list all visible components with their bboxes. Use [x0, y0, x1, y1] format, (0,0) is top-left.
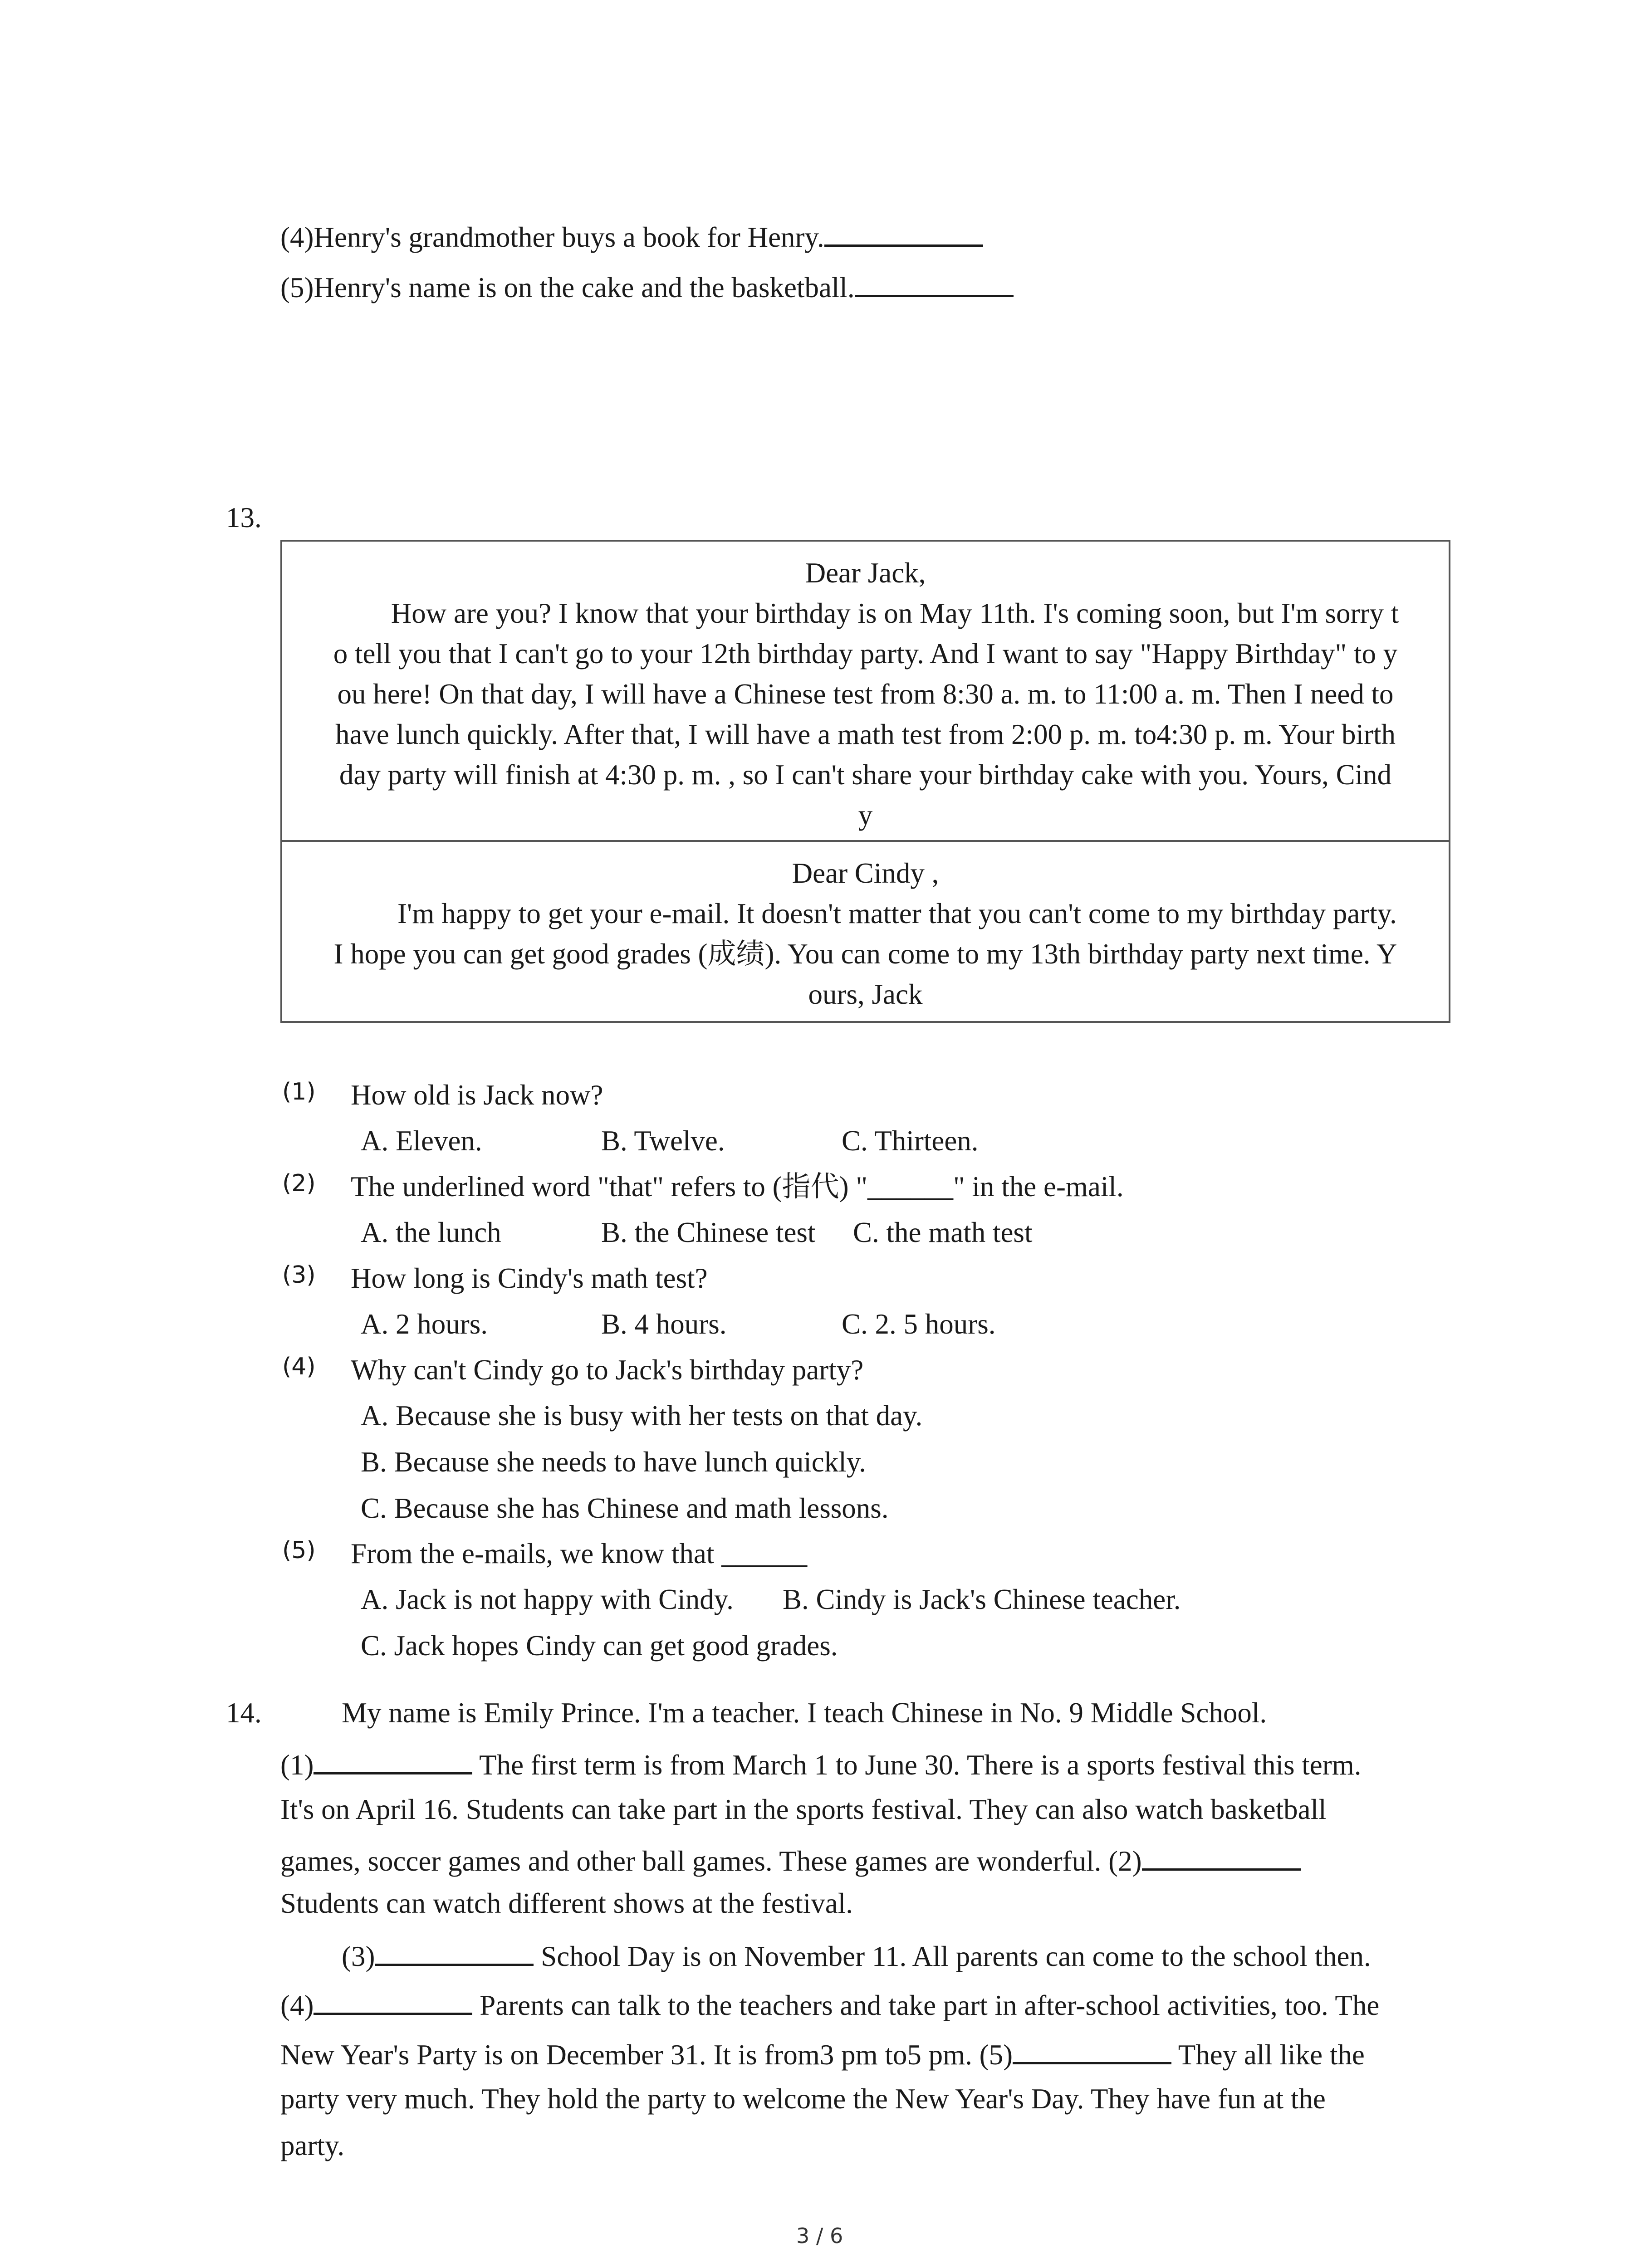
q14-text: New Year's Party is on December 31. It is from3 pm to5 pm. (5): [280, 2039, 1013, 2071]
q14-line-8: party very much. They hold the party to welcome the New Year's Day. They have fun at the: [280, 2083, 1326, 2115]
q14-marker: (3): [342, 1941, 375, 1972]
question-number: (1): [282, 1078, 316, 1105]
prev-item-4-text: (4)Henry's grandmother buys a book for Henry.: [280, 221, 824, 253]
question-number: (3): [282, 1261, 316, 1289]
option-a[interactable]: A. Because she is busy with her tests on that day.: [361, 1400, 923, 1432]
email-1-line: day party will finish at 4:30 p. m. , so I can't share your birthday cake with you. Yours, Cind: [339, 759, 1392, 791]
question-14-number: 14.: [226, 1697, 262, 1729]
q14-marker: (4): [280, 1989, 314, 2021]
email-1-line: y: [858, 799, 873, 831]
option-a[interactable]: A. Eleven.: [361, 1125, 482, 1157]
email-1-greeting: Dear Jack,: [805, 557, 926, 589]
option-b[interactable]: B. 4 hours.: [601, 1308, 727, 1340]
email-2-line: I hope you can get good grades (成绩). You can come to my 13th birthday party next time. Y: [333, 938, 1397, 970]
q14-line-1: [280, 1749, 1362, 1779]
option-c[interactable]: C. Jack hopes Cindy can get good grades.: [361, 1630, 838, 1662]
question-stem: The underlined word "that" refers to (指代) "______" in the e-mail.: [351, 1171, 1124, 1202]
email-1-line: How are you? I know that your birthday is on May 11th. I's coming soon, but I'm sorry t: [391, 597, 1399, 629]
question-stem: Why can't Cindy go to Jack's birthday party?: [351, 1354, 864, 1386]
answer-blank-3[interactable]: [375, 1940, 534, 1966]
q14-line-5: [342, 1940, 1371, 1971]
q14-line-7: [280, 2038, 1365, 2069]
option-c[interactable]: C. 2. 5 hours.: [842, 1308, 996, 1340]
q14-marker: (1): [280, 1749, 314, 1781]
q14-text: Parents can talk to the teachers and take part in after-school activities, too. The: [472, 1989, 1380, 2021]
prev-item-5-text: (5)Henry's name is on the cake and the basketball.: [280, 272, 855, 303]
question-number: (4): [282, 1353, 316, 1380]
answer-blank-5[interactable]: [1013, 2038, 1171, 2064]
option-a[interactable]: A. the lunch: [361, 1217, 501, 1248]
email-2-greeting: Dear Cindy ,: [792, 857, 939, 889]
option-b[interactable]: B. Cindy is Jack's Chinese teacher.: [783, 1584, 1181, 1615]
q14-text: They all like the: [1171, 2039, 1365, 2071]
question-number: (5): [282, 1537, 316, 1564]
answer-blank-1[interactable]: [314, 1749, 472, 1774]
answer-blank[interactable]: [824, 221, 983, 247]
q14-line-9: party.: [280, 2130, 345, 2161]
option-c[interactable]: C. Because she has Chinese and math lessons.: [361, 1492, 889, 1524]
q14-intro: My name is Emily Prince. I'm a teacher. I teach Chinese in No. 9 Middle School.: [342, 1697, 1267, 1729]
option-b[interactable]: B. Twelve.: [601, 1125, 725, 1157]
prev-item-5: [280, 271, 1014, 302]
q14-line-2: It's on April 16. Students can take part in the sports festival. They can also watch basketball: [280, 1794, 1327, 1825]
question-number: (2): [282, 1170, 316, 1197]
option-b[interactable]: B. Because she needs to have lunch quickly.: [361, 1446, 866, 1478]
answer-blank-2[interactable]: [1142, 1845, 1301, 1871]
answer-blank-4[interactable]: [314, 1989, 472, 2015]
email-2-line: ours, Jack: [808, 978, 923, 1010]
option-a[interactable]: A. 2 hours.: [361, 1308, 488, 1340]
email-jack-to-cindy: [280, 840, 1450, 1023]
email-cindy-to-jack: [280, 540, 1450, 842]
answer-blank[interactable]: [855, 271, 1014, 297]
question-stem: How old is Jack now?: [351, 1079, 603, 1111]
q14-text: School Day is on November 11. All parents can come to the school then.: [534, 1941, 1371, 1972]
question-13-number: 13.: [226, 502, 262, 533]
prev-item-4: [280, 221, 983, 252]
email-1-line: o tell you that I can't go to your 12th birthday party. And I want to say "Happy Birthday" to y: [333, 638, 1398, 670]
option-a[interactable]: A. Jack is not happy with Cindy.: [361, 1584, 734, 1615]
q14-line-3: [280, 1845, 1301, 1876]
question-stem: From the e-mails, we know that ______: [351, 1538, 808, 1569]
option-b[interactable]: B. the Chinese test: [601, 1217, 816, 1248]
question-stem: How long is Cindy's math test?: [351, 1262, 708, 1294]
q14-line-6: [280, 1989, 1379, 2020]
email-1-line: have lunch quickly. After that, I will have a math test from 2:00 p. m. to4:30 p. m. Your birth: [335, 719, 1396, 750]
email-2-body: [282, 842, 1449, 1015]
email-1-line: ou here! On that day, I will have a Chinese test from 8:30 a. m. to 11:00 a. m. Then I need to: [337, 678, 1394, 710]
q14-line-4: Students can watch different shows at the festival.: [280, 1887, 853, 1919]
q14-text: games, soccer games and other ball games. These games are wonderful. (2): [280, 1845, 1142, 1877]
email-2-line: I'm happy to get your e-mail. It doesn't matter that you can't come to my birthday party.: [397, 898, 1397, 929]
q14-text: The first term is from March 1 to June 30. There is a sports festival this term.: [472, 1749, 1362, 1781]
option-c[interactable]: C. Thirteen.: [842, 1125, 979, 1157]
option-c[interactable]: C. the math test: [853, 1217, 1033, 1248]
page-number: 3 / 6: [796, 2224, 843, 2248]
email-1-body: [282, 542, 1449, 836]
